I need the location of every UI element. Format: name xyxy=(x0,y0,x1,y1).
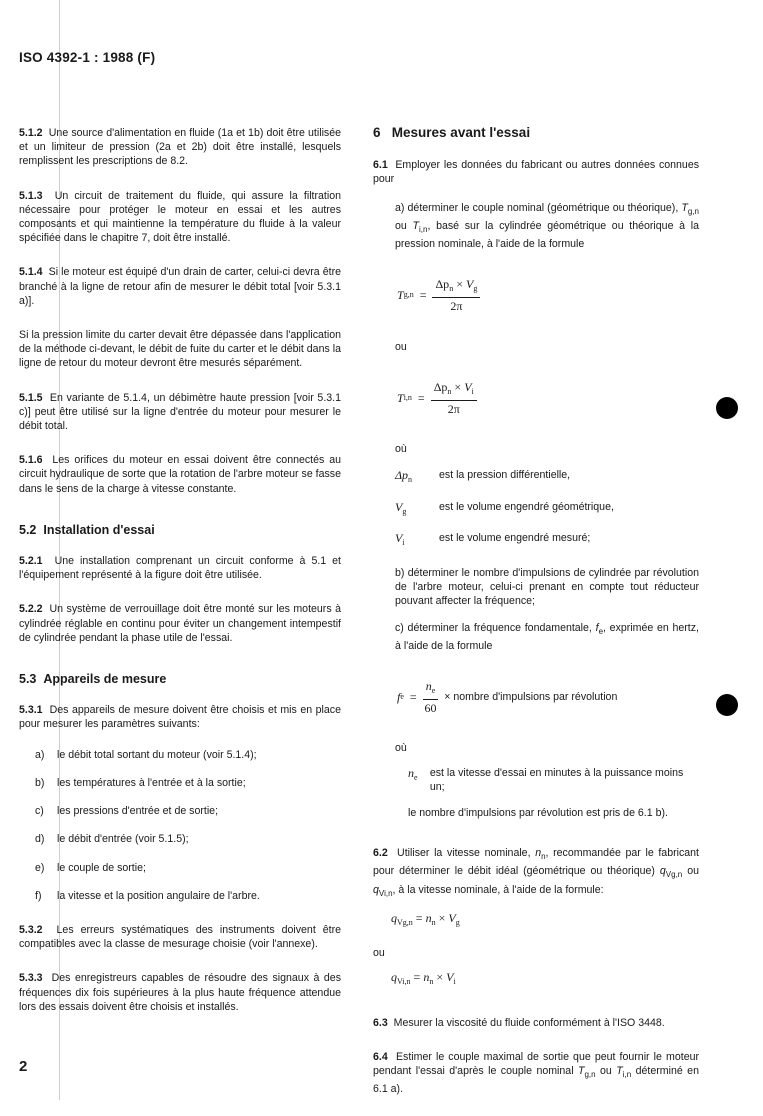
definition-delta-p: $\Delta p_n$ est la pression différentielle, xyxy=(395,468,571,485)
measurement-list xyxy=(19,748,341,903)
list-item: c) les pressions d'entrée et de sortie; xyxy=(35,805,219,818)
where-label: où xyxy=(395,443,407,456)
paragraph-5-1-6: 5.1.6 Les orifices du moteur en essai doivent être connectés au circuit hydraulique de sorte que la rotation de l'arbre moteur se fasse dans le sens de la charge à vitesse constante. xyxy=(19,454,341,495)
formula-flow-theoretical: $q_{Vi,n} = n_n \times V_i$ xyxy=(391,970,456,987)
binding-hole-mark xyxy=(716,397,738,419)
list-item: b) les températures à l'entrée et à la sortie; xyxy=(35,776,246,789)
paragraph-6-1-a: a) déterminer le couple nominal (géométrique ou théorique), $T_{g,n}$ ou $T_{i,n}$, basé sur la cylindrée géométrique ou théorique à la pression nominale, à l'aide de la formule xyxy=(395,201,699,251)
paragraph-5-1-4: 5.1.4 Si le moteur est équipé d'un drain de carter, celui-ci devra être branché à la ligne de retour afin de mesurer le débit total [voir 5.3.1 a)]. xyxy=(19,266,342,307)
definition-ne: $n_e$ est la vitesse d'essai en minutes à la puissance moins un; xyxy=(408,765,684,793)
section-5-3-heading: 5.3 Appareils de mesure xyxy=(19,672,167,687)
formula-torque-geometric: T g,n = $\frac{\Delta p_n \times V_g}{2\pi}$ xyxy=(397,277,699,313)
formula-frequency: f e = $\frac{n_e}{60}$ × nombre d'impulsions par révolution xyxy=(397,679,618,716)
document-header: ISO 4392-1 : 1988 (F) xyxy=(19,50,156,65)
paragraph-5-2-2: 5.2.2 Un système de verrouillage doit être monté sur les moteurs à cylindrée réglable en continu pour éviter un changement intempestif de cylindrée pendant la phase utile de l'essai. xyxy=(19,603,341,644)
list-item: f) la vitesse et la position angulaire de l'arbre. xyxy=(35,889,260,902)
left-column xyxy=(19,126,341,1034)
or-label-2: ou xyxy=(373,947,385,960)
paragraph-5-2-1: 5.2.1 Une installation comprenant un circuit conforme à 5.1 et l'équipement représenté à la figure doit être utilisée. xyxy=(19,555,342,582)
paragraph-6-1-c: c) déterminer la fréquence fondamentale, $f_e$, exprimée en hertz, à l'aide de la formule xyxy=(395,621,699,652)
paragraph-5-1-2: 5.1.2 Une source d'alimentation en fluide (1a et 1b) doit être utilisée et un limiteur de pression (2a et 2b) doit être installé, lesquels remplissent les prescriptions de 8.2. xyxy=(19,127,341,168)
section-5-2-heading: 5.2 Installation d'essai xyxy=(19,522,155,537)
paragraph-5-3-2: 5.3.2 Les erreurs systématiques des instruments doivent être compatibles avec la classe de mesurage choisie (voir l'annexe). xyxy=(19,923,341,951)
binding-hole-mark xyxy=(716,694,738,716)
page-number: 2 xyxy=(19,1058,28,1075)
paragraph-5-1-5: 5.1.5 En variante de 5.1.4, un débimètre haute pression [voir 5.3.1 c)] peut être utilisé sur la ligne d'entrée du moteur pour mesurer le débit total. xyxy=(19,391,341,433)
paragraph-6-2: 6.2 Utiliser la vitesse nominale, $n_n$, recommandée par le fabricant pour déterminer le débit idéal (géométrique ou théorique) $q_{Vg,n}$ ou $q_{Vi,n}$, à la vitesse nominale, à l'aide de la formule: xyxy=(373,847,700,898)
paragraph-6-1-b: b) déterminer le nombre d'impulsions de cylindrée par révolution de l'arbre moteur, celui-ci prenant en compte tout réducteur pouvant affecter la fréquence; xyxy=(395,567,699,608)
definition-vi: $V_i$ est le volume engendré mesuré; xyxy=(395,530,591,547)
list-item: a) le débit total sortant du moteur (voir 5.1.4); xyxy=(35,748,257,761)
or-label: ou xyxy=(395,340,407,353)
section-6-heading: 6 Mesures avant l'essai xyxy=(373,125,531,140)
right-column xyxy=(373,126,699,1116)
paragraph-5-3-1: 5.3.1 Des appareils de mesure doivent être choisis et mis en place pour mesurer les paramètres suivants: xyxy=(19,704,341,731)
paragraph-5-1-3: 5.1.3 Un circuit de traitement du fluide, qui assure la filtration nécessaire pour protéger le moteur en essai et les autres composants et qui maintienne la température du fluide à la valeur spécifiée dans le chapitre 7, doit être installé. xyxy=(19,189,341,245)
formula-flow-geometric: $q_{Vg,n} = n_n \times V_g$ xyxy=(391,910,460,927)
definition-vg: $V_g$ est le volume engendré géométrique, xyxy=(395,499,614,516)
paragraph-6-3: 6.3 Mesurer la viscosité du fluide conformément à l'ISO 3448. xyxy=(373,1016,665,1029)
where-label-2: où xyxy=(395,742,407,755)
paragraph-5-3-3: 5.3.3 Des enregistreurs capables de résoudre des signaux à des fréquences dix fois supérieures à la plus haute fréquence attendue lors des essais doivent être choisis et installés. xyxy=(19,972,341,1013)
paragraph-6-1: 6.1 Employer les données du fabricant ou autres données connues pour xyxy=(373,159,700,186)
paragraph-6-4: 6.4 Estimer le couple maximal de sortie que peut fournir le moteur pendant l'essai d'après le couple nominal $T_{g,n}$ ou $T_{i,n}$ déterminé en 6.1 a). xyxy=(373,1050,700,1096)
formula-torque-theoretical: T i,n = $\frac{\Delta p_n \times V_i}{2\pi}$ xyxy=(397,380,699,416)
list-item: d) le débit d'entrée (voir 5.1.5); xyxy=(35,833,189,846)
impulse-note: le nombre d'impulsions par révolution est pris de 6.1 b). xyxy=(408,807,668,820)
paragraph-5-1-4-note: Si la pression limite du carter devait être dépassée dans l'application de la méthode ci-devant, le débit de fuite du carter et le débit dans la ligne de retour du moteur devront être mesurés séparément. xyxy=(19,329,341,370)
list-item: e) le couple de sortie; xyxy=(35,861,146,874)
